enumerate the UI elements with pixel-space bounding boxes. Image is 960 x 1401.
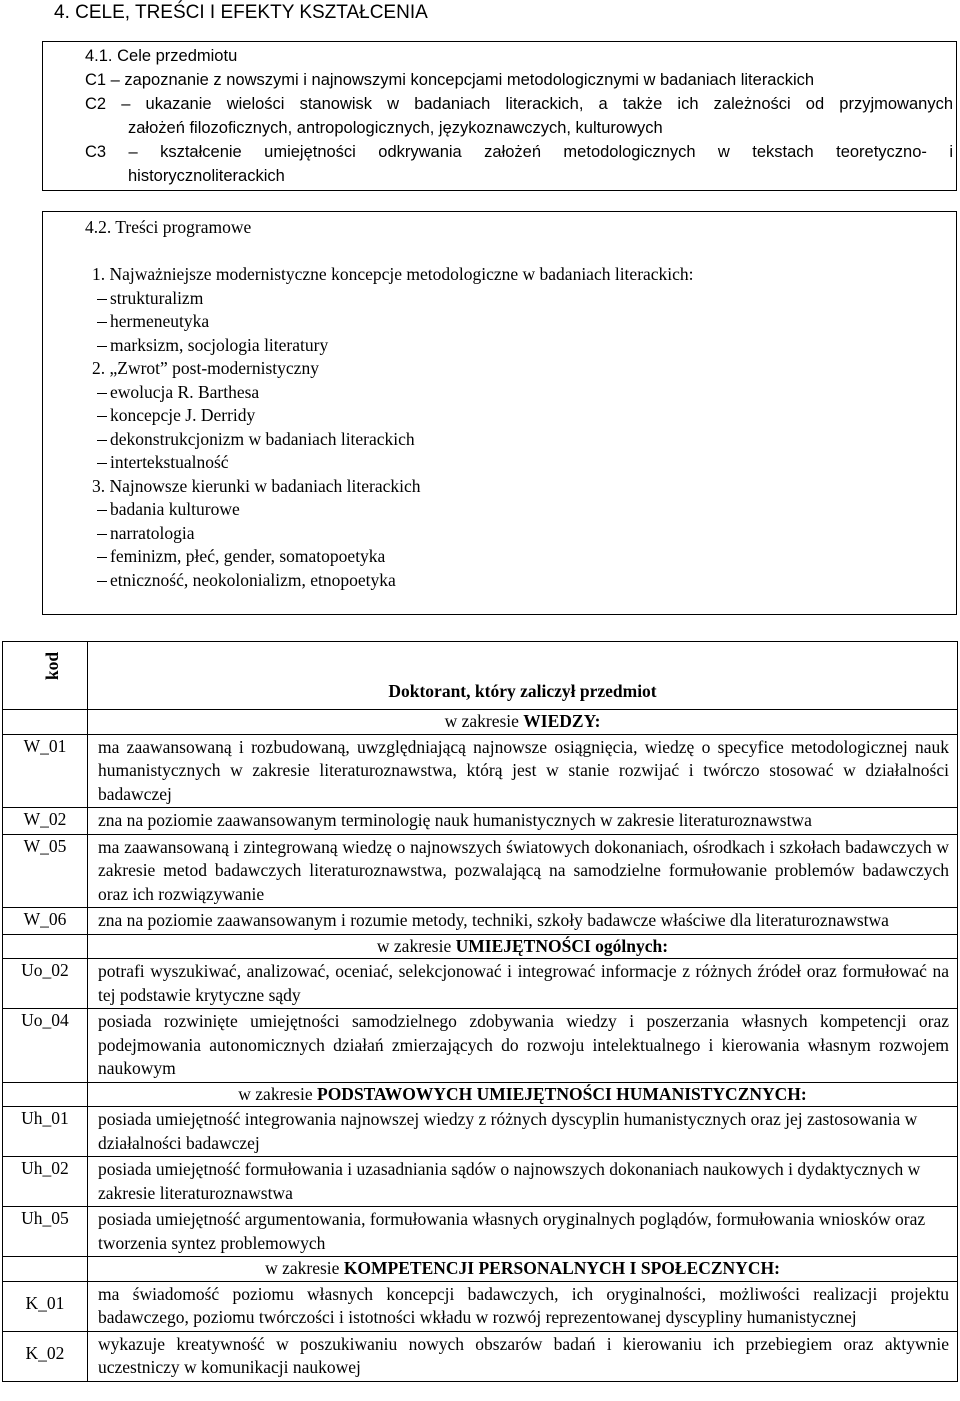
table-row <box>3 834 958 908</box>
table-header-row <box>3 642 958 710</box>
section-title: PODSTAWOWYCH UMIEJĘTNOŚCI HUMANISTYCZNYCH: <box>317 1083 807 1104</box>
list-item: feminizm, płeć, gender, somatopoetyka <box>110 545 385 569</box>
section-prefix: w zakresie <box>265 1258 344 1278</box>
outcome-code: Uo_02 <box>3 959 88 1009</box>
content-title: 4.2. Treści programowe <box>85 217 252 237</box>
section-title: KOMPETENCJI PERSONALNYCH I SPOŁECZNYCH: <box>343 1258 780 1278</box>
table-row <box>3 1009 958 1083</box>
outcome-text: zna na poziomie zaawansowanym terminologię nauk humanistycznych w zakresie literaturoznawstwa <box>88 808 958 835</box>
learning-outcomes-table <box>2 641 958 1382</box>
outcome-text: posiada umiejętność formułowania i uzasadniania sądów o najnowszych dokonaniach naukowych i dydaktycznych w zakresie literaturoznawstwa <box>88 1157 958 1207</box>
outcome-text: potrafi wyszukiwać, analizować, oceniać, selekcjonować i integrować informacje z różnych źródeł oraz formułować na tej podstawie krytyczne sądy <box>88 959 958 1009</box>
goal-c2-cont: założeń filozoficznych, antropologicznych, językoznawczych, kulturowych <box>128 119 663 137</box>
table-row <box>3 808 958 835</box>
list-item: narratologia <box>110 522 195 546</box>
section-title: UMIEJĘTNOŚCI ogólnych: <box>455 935 669 956</box>
outcome-text: zna na poziomie zaawansowanym i rozumie metody, techniki, szkoły badawcze właściwe dla literaturoznawstwa <box>88 908 958 935</box>
outcome-text: posiada umiejętność argumentowania, formułowania własnych oryginalnych poglądów, formułowania wniosków oraz tworzenia syntez problemowych <box>88 1207 958 1257</box>
outcome-code: W_06 <box>3 908 88 935</box>
outcome-text: posiada rozwinięte umiejętności samodzielnego zdobywania wiedzy i poszerzania własnych kompetencji oraz podejmowania autonomicznych działań zmierzających do rozwoju intelektualnego i kierowania własnym rozwojem naukowym <box>88 1009 958 1083</box>
empty-cell <box>3 710 88 735</box>
section-prefix: w zakresie <box>444 711 524 731</box>
goal-c3-cont: historycznoliterackich <box>128 167 285 185</box>
content-point-2: 2. „Zwrot” post-modernistyczny <box>92 358 319 378</box>
section-general-skills <box>88 934 958 959</box>
outcome-text: posiada umiejętność integrowania najnowszej wiedzy z różnych dyscyplin humanistycznych oraz jej zastosowania w działalności badawczej <box>88 1107 958 1157</box>
list-item: marksizm, socjologia literatury <box>110 334 328 358</box>
list-item: intertekstualność <box>110 451 229 475</box>
table-row <box>3 1331 958 1381</box>
content-box <box>42 211 957 615</box>
goals-box <box>42 41 957 191</box>
outcome-code: K_02 <box>3 1331 88 1381</box>
goals-title: 4.1. Cele przedmiotu <box>85 47 238 65</box>
section-row <box>3 934 958 959</box>
list-item: koncepcje J. Derridy <box>110 404 255 428</box>
table-row <box>3 1157 958 1207</box>
section-prefix: w zakresie <box>376 935 456 956</box>
outcome-text: ma zaawansowaną i zintegrowaną wiedzę o najnowszych światowych dokonaniach, ośrodkach i szkołach badawczych w zakresie metod badawczych literaturoznawstwa, pozwalającą na samodzielne formułowanie problemów badawczych oraz ich rozwiązywanie <box>88 834 958 908</box>
empty-cell <box>3 934 88 959</box>
content-point-3: 3. Najnowsze kierunki w badaniach literackich <box>92 476 421 496</box>
section-knowledge <box>88 710 958 735</box>
section-row <box>3 1257 958 1282</box>
outcome-code: Uh_02 <box>3 1157 88 1207</box>
section-prefix: w zakresie <box>238 1083 317 1104</box>
section-social-competences <box>88 1257 958 1282</box>
outcome-code: K_01 <box>3 1281 88 1331</box>
outcome-code: Uh_05 <box>3 1207 88 1257</box>
outcome-code: Uh_01 <box>3 1107 88 1157</box>
outcome-text: ma zaawansowaną i rozbudowaną, uwzględniającą najnowsze osiągnięcia, wiedzę o specyfice metodologicznej nauk humanistycznych w zakresie literaturoznawstwa, którą jest w stanie rozwijać i twórczo stosować w działalności badawczej <box>88 734 958 808</box>
section-heading: 4. CELE, TREŚCI I EFEKTY KSZTAŁCENIA <box>54 2 428 23</box>
outcome-code: W_05 <box>3 834 88 908</box>
outcome-code: W_01 <box>3 734 88 808</box>
table-row <box>3 908 958 935</box>
section-title: WIEDZY: <box>523 711 601 731</box>
code-header-cell <box>3 642 88 710</box>
section-row <box>3 710 958 735</box>
list-item: ewolucja R. Barthesa <box>110 381 259 405</box>
list-item: badania kulturowe <box>110 498 240 522</box>
table-row <box>3 1107 958 1157</box>
empty-cell <box>3 1082 88 1107</box>
outcome-text: ma świadomość poziomu własnych koncepcji badawczych, ich oryginalności, możliwości realizacji projektu badawczego, poziomu twórczości i istotności wkładu w rozwój reprezentowanej dyscypliny humanistycznej <box>88 1281 958 1331</box>
outcome-code: Uo_04 <box>3 1009 88 1083</box>
goal-c2: C2 – ukazanie wielości stanowisk w badaniach literackich, a także ich zależności od przyjmowanych <box>85 95 953 113</box>
goal-c1: C1 – zapoznanie z nowszymi i najnowszymi koncepcjami metodologicznymi w badaniach literackich <box>85 71 815 89</box>
section-humanistic-skills <box>88 1082 958 1107</box>
list-item: dekonstrukcjonizm w badaniach literackich <box>110 428 415 452</box>
main-header: Doktorant, który zaliczył przedmiot <box>88 642 958 710</box>
content-point-1: 1. Najważniejsze modernistyczne koncepcje metodologiczne w badaniach literackich: <box>92 264 694 284</box>
outcome-text: wykazuje kreatywność w poszukiwaniu nowych obszarów badań i kierowaniu ich przebiegiem oraz aktywnie uczestniczy w komunikacji naukowej <box>88 1331 958 1381</box>
table-row <box>3 1207 958 1257</box>
table-row <box>3 734 958 808</box>
list-item: etniczność, neokolonializm, etnopoetyka <box>110 569 396 593</box>
goal-c3: C3 – kształcenie umiejętności odkrywania założeń metodologicznych w tekstach teoretyczno- i <box>85 143 953 161</box>
section-row <box>3 1082 958 1107</box>
list-item: hermeneutyka <box>110 310 209 334</box>
code-header: kod <box>42 651 62 681</box>
table-row <box>3 959 958 1009</box>
list-item: strukturalizm <box>110 287 203 311</box>
table-row <box>3 1281 958 1331</box>
outcome-code: W_02 <box>3 808 88 835</box>
empty-cell <box>3 1257 88 1282</box>
